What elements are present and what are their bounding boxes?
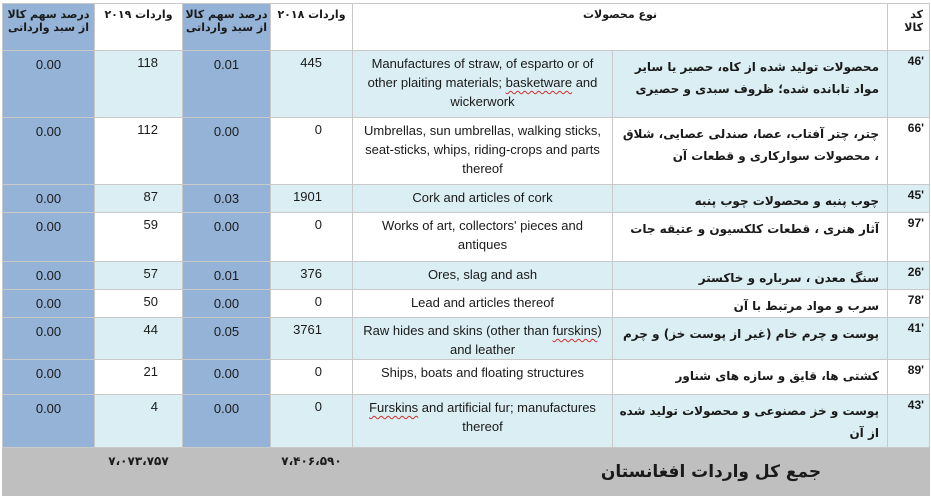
spellcheck-flagged-word: basketware <box>505 75 573 90</box>
header-imports-2019: واردات ۲۰۱۹ <box>95 4 183 51</box>
product-code-cell: 26' <box>888 262 930 290</box>
share-2018-cell: 0.00 <box>183 213 271 262</box>
share-2018-cell: 0.00 <box>183 118 271 185</box>
imports-2019-cell: 4 <box>95 395 183 448</box>
product-english-cell <box>353 213 613 262</box>
imports-2018-cell: 376 <box>271 262 353 290</box>
product-english-cell <box>353 395 613 448</box>
product-persian-cell: سنگ معدن ، سرباره و خاکستر <box>613 262 888 290</box>
share-2019-cell: 0.00 <box>3 118 95 185</box>
product-persian-cell: کشتی ها، قایق و سازه های شناور <box>613 360 888 395</box>
imports-2018-cell: 0 <box>271 360 353 395</box>
table-row <box>3 51 930 118</box>
product-english-cell <box>353 118 613 185</box>
share-2018-cell: 0.01 <box>183 262 271 290</box>
header-row <box>3 4 930 51</box>
product-english-text: Umbrellas, sun umbrellas, walking sticks, seat-sticks, whips, riding-crops and parts thereof <box>364 123 601 176</box>
share-2018-cell: 0.00 <box>183 360 271 395</box>
table-row <box>3 395 930 448</box>
share-2019-cell: 0.00 <box>3 395 95 448</box>
share-2019-cell: 0.00 <box>3 318 95 360</box>
product-english-text: Works of art, collectors' pieces and antiques <box>382 218 583 252</box>
product-persian-cell: سرب و مواد مرتبط با آن <box>613 290 888 318</box>
total-imports-2019: ۷،۰۷۳،۷۵۷ <box>95 448 183 496</box>
imports-2019-cell: 118 <box>95 51 183 118</box>
share-2019-cell: 0.00 <box>3 185 95 213</box>
product-english-text: Cork and articles of cork <box>412 190 553 205</box>
imports-2019-cell: 112 <box>95 118 183 185</box>
imports-2018-cell: 0 <box>271 213 353 262</box>
header-imports-2018: واردات ۲۰۱۸ <box>271 4 353 51</box>
product-persian-cell: پوست و خز مصنوعی و محصولات تولید شده از آن <box>613 395 888 448</box>
total-label: جمع کل واردات افغانستان <box>353 448 930 496</box>
product-english-cell <box>353 51 613 118</box>
header-product: نوع محصولات <box>353 4 888 51</box>
imports-2018-cell: 0 <box>271 395 353 448</box>
product-english-text: Manufactures of straw, of esparto or of other plaiting materials; <box>367 56 594 90</box>
table-row <box>3 290 930 318</box>
product-persian-cell: آثار هنری ، قطعات کلکسیون و عتیقه جات <box>613 213 888 262</box>
product-code-cell: 46' <box>888 51 930 118</box>
product-english-text: and wickerwork <box>450 75 598 109</box>
total-share-2018-cell <box>183 448 271 496</box>
total-share-2019-cell <box>3 448 95 496</box>
share-2019-cell: 0.00 <box>3 262 95 290</box>
product-persian-cell: چوب پنبه و محصولات چوب پنبه <box>613 185 888 213</box>
imports-2018-cell: 445 <box>271 51 353 118</box>
share-2019-cell: 0.00 <box>3 213 95 262</box>
product-code-cell: 97' <box>888 213 930 262</box>
header-share-2019: درصد سهم کالا از سبد وارداتی <box>3 4 95 51</box>
table-row <box>3 318 930 360</box>
total-row <box>3 448 930 496</box>
share-2018-cell: 0.01 <box>183 51 271 118</box>
product-code-cell: 78' <box>888 290 930 318</box>
product-code-cell: 66' <box>888 118 930 185</box>
share-2018-cell: 0.00 <box>183 395 271 448</box>
product-english-cell <box>353 262 613 290</box>
imports-2019-cell: 44 <box>95 318 183 360</box>
imports-2019-cell: 21 <box>95 360 183 395</box>
product-persian-cell: پوست و چرم خام (غیر از پوست خز) و چرم <box>613 318 888 360</box>
spellcheck-flagged-word: furskins <box>552 323 598 338</box>
imports-table <box>2 3 930 496</box>
product-code-cell: 45' <box>888 185 930 213</box>
product-english-text: Ores, slag and ash <box>427 267 538 282</box>
product-english-cell <box>353 360 613 395</box>
imports-2018-cell: 0 <box>271 290 353 318</box>
product-persian-cell: محصولات تولید شده از کاه، حصیر یا سایر مواد تابانده شده؛ ظروف سبدی و حصیری <box>613 51 888 118</box>
table-row <box>3 213 930 262</box>
share-2019-cell: 0.00 <box>3 290 95 318</box>
table-row <box>3 185 930 213</box>
imports-2019-cell: 59 <box>95 213 183 262</box>
product-english-text: and artificial fur; manufactures thereof <box>418 400 596 434</box>
imports-2019-cell: 57 <box>95 262 183 290</box>
product-english-cell <box>353 318 613 360</box>
spellcheck-flagged-word: Furskins <box>369 400 419 415</box>
imports-2019-cell: 50 <box>95 290 183 318</box>
product-english-text: Lead and articles thereof <box>410 295 555 310</box>
product-english-text: Ships, boats and floating structures <box>380 365 585 380</box>
share-2018-cell: 0.03 <box>183 185 271 213</box>
share-2018-cell: 0.05 <box>183 318 271 360</box>
product-english-cell <box>353 290 613 318</box>
share-2019-cell: 0.00 <box>3 51 95 118</box>
product-code-cell: 41' <box>888 318 930 360</box>
imports-2018-cell: 0 <box>271 118 353 185</box>
table-row <box>3 360 930 395</box>
imports-2019-cell: 87 <box>95 185 183 213</box>
total-imports-2018: ۷،۴۰۶،۵۹۰ <box>271 448 353 496</box>
product-persian-cell: چتر، چتر آفتاب، عصا، صندلی عصایی، شلاق ، محصولات سوارکاری و قطعات آن <box>613 118 888 185</box>
product-code-cell: 89' <box>888 360 930 395</box>
imports-2018-cell: 1901 <box>271 185 353 213</box>
header-code: کد کالا <box>888 4 930 51</box>
product-english-text: Raw hides and skins (other than <box>363 323 553 338</box>
share-2019-cell: 0.00 <box>3 360 95 395</box>
header-share-2018: درصد سهم کالا از سبد وارداتی <box>183 4 271 51</box>
table-row <box>3 262 930 290</box>
product-code-cell: 43' <box>888 395 930 448</box>
imports-2018-cell: 3761 <box>271 318 353 360</box>
table-row <box>3 118 930 185</box>
product-english-cell <box>353 185 613 213</box>
product-english-text: ) and leather <box>449 323 602 357</box>
share-2018-cell: 0.00 <box>183 290 271 318</box>
